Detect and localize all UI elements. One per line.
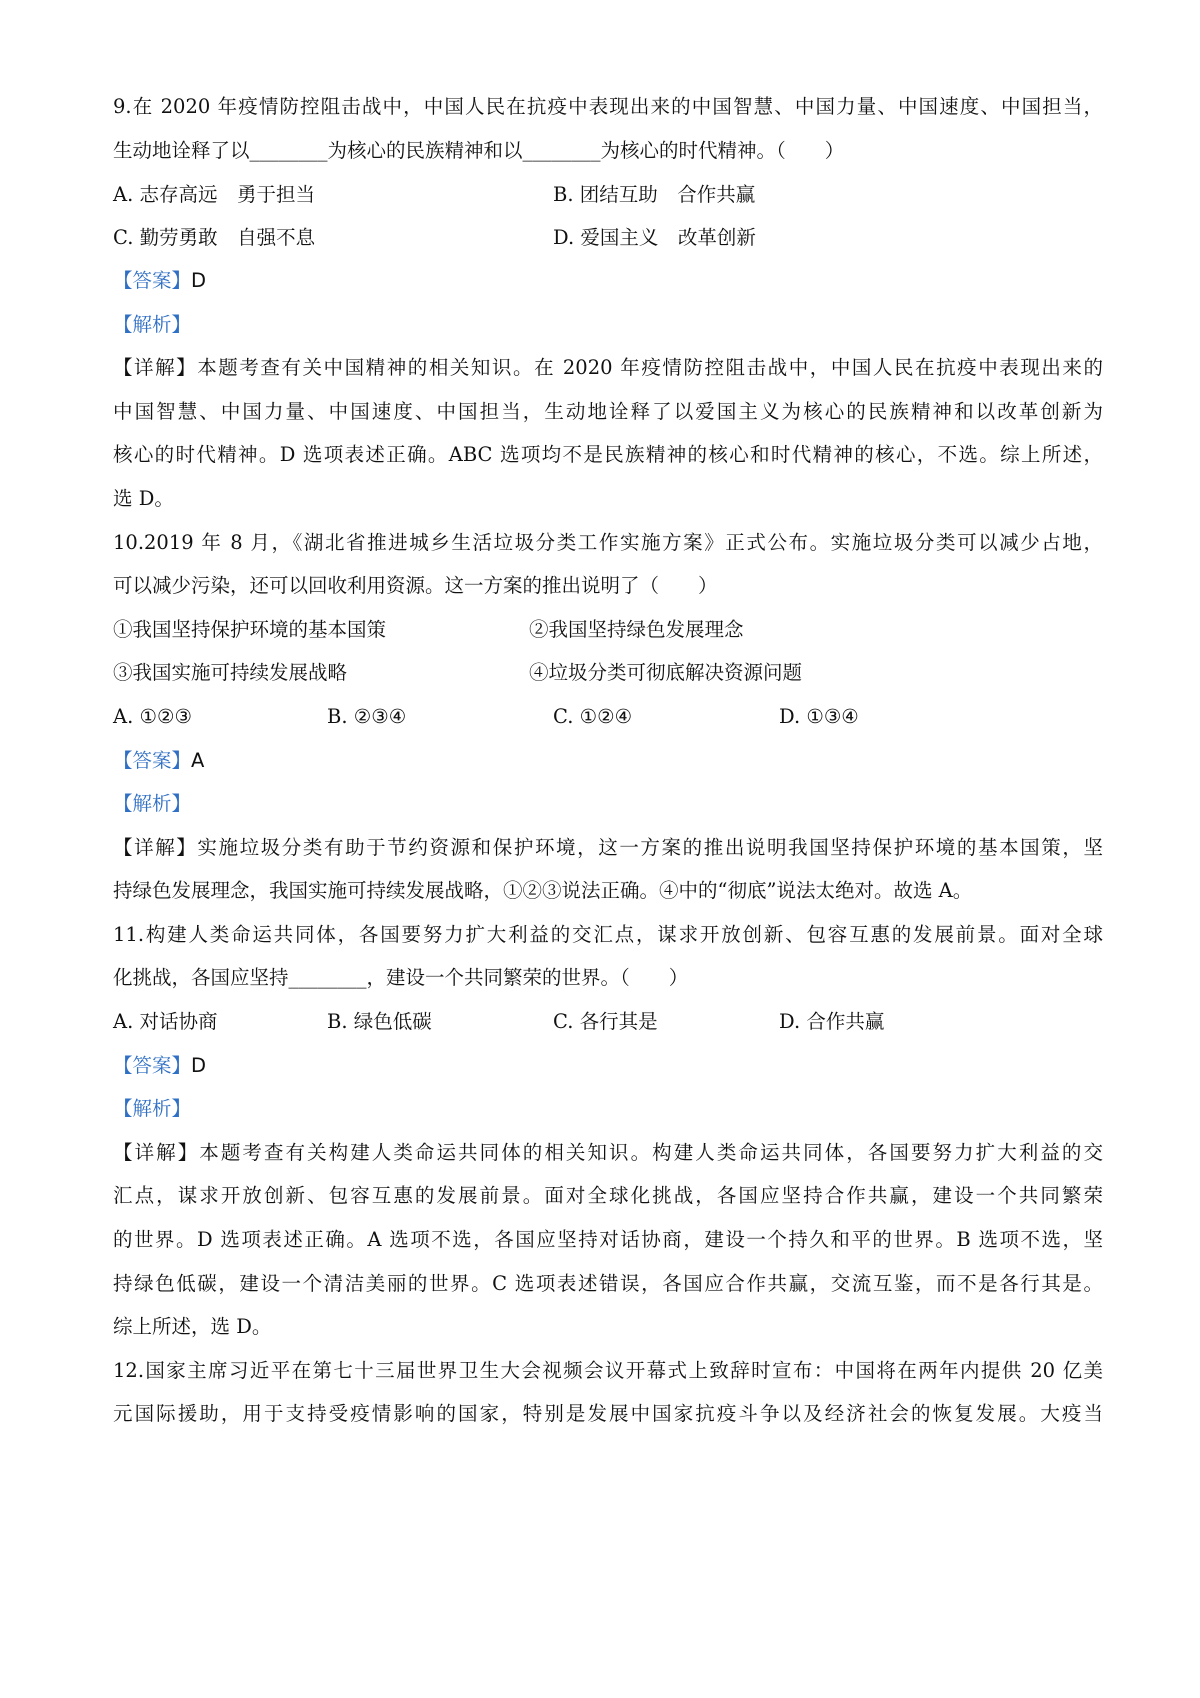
q10-option-c: C. ①②④ [553, 705, 633, 728]
q9-options-row-1 [113, 180, 1103, 210]
q9-detail-line-1 [113, 353, 1103, 383]
q11-detail-line-5: 综上所述，选 D。 [113, 1315, 272, 1338]
detail-text: 实施垃圾分类有助于节约资源和保护环境，这一方案的推出说明我国坚持保护环境的基本国策，坚 [197, 836, 1103, 859]
analysis-tag: 【解析】 [113, 313, 192, 336]
q10-answer [113, 746, 1103, 776]
q10-statements-row-2 [113, 658, 1103, 688]
q9-option-b: B. 团结互助 合作共赢 [553, 183, 756, 206]
q10-stem-line-1: 10.2019 年 8 月，《湖北省推进城乡生活垃圾分类工作实施方案》正式公布。实施垃圾分类可以减少占地， [113, 531, 1103, 554]
answer-value: A [191, 749, 205, 772]
q11-option-c: C. 各行其是 [553, 1010, 658, 1033]
q11-option-a: A. 对话协商 [113, 1010, 218, 1033]
q10-detail-line-1 [113, 833, 1103, 863]
q9-answer [113, 266, 1103, 296]
q11-detail-line-2: 汇点，谋求开放创新、包容互惠的发展前景。面对全球化挑战，各国应坚持合作共赢，建设一个共同繁荣 [113, 1184, 1103, 1207]
q11-option-b: B. 绿色低碳 [327, 1010, 432, 1033]
q11-analysis-heading [113, 1094, 1103, 1124]
q11-stem-line-2: 化挑战，各国应坚持________，建设一个共同繁荣的世界。（ ） [113, 966, 689, 989]
q11-detail-line-4: 持绿色低碳，建设一个清洁美丽的世界。C 选项表述错误，各国应合作共赢，交流互鉴，而不是各行其是。 [113, 1272, 1103, 1295]
q12-stem-line-1: 12.国家主席习近平在第七十三届世界卫生大会视频会议开幕式上致辞时宣布：中国将在两年内提供 20 亿美 [113, 1359, 1103, 1382]
q9-detail-line-3: 核心的时代精神。D 选项表述正确。ABC 选项均不是民族精神的核心和时代精神的核心，不选。综上所述， [113, 443, 1103, 466]
q11-detail-line-3: 的世界。D 选项表述正确。A 选项不选，各国应坚持对话协商，建设一个持久和平的世界。B 选项不选，坚 [113, 1228, 1103, 1251]
q10-statement-1: ①我国坚持保护环境的基本国策 [113, 618, 387, 641]
answer-tag: 【答案】 [113, 1054, 192, 1077]
detail-text: 本题考查有关中国精神的相关知识。在 2020 年疫情防控阻击战中，中国人民在抗疫中表现出来的 [197, 356, 1103, 379]
q11-options-row [113, 1007, 1103, 1037]
answer-tag: 【答案】 [113, 269, 192, 292]
detail-tag: 【详解】 [113, 836, 198, 859]
q10-stem-line-2: 可以减少污染，还可以回收利用资源。这一方案的推出说明了（ ） [113, 574, 718, 597]
q9-detail-line-4: 选 D。 [113, 487, 174, 510]
q9-option-c: C. 勤劳勇敢 自强不息 [113, 226, 316, 249]
q9-analysis-heading [113, 310, 1103, 340]
q10-statement-4: ④垃圾分类可彻底解决资源问题 [529, 661, 803, 684]
analysis-tag: 【解析】 [113, 1097, 192, 1120]
detail-text: 本题考查有关构建人类命运共同体的相关知识。构建人类命运共同体，各国要努力扩大利益的交 [199, 1141, 1103, 1164]
q11-answer [113, 1051, 1103, 1081]
q12-stem-line-2: 元国际援助，用于支持受疫情影响的国家，特别是发展中国家抗疫斗争以及经济社会的恢复发展。大疫当 [113, 1402, 1103, 1425]
q11-stem-line-1: 11.构建人类命运共同体，各国要努力扩大利益的交汇点，谋求开放创新、包容互惠的发展前景。面对全球 [113, 923, 1103, 946]
analysis-tag: 【解析】 [113, 792, 192, 815]
q10-analysis-heading [113, 789, 1103, 819]
q10-option-d: D. ①③④ [779, 705, 859, 728]
q9-stem-line-2: 生动地诠释了以________为核心的民族精神和以________为核心的时代精神。（ ） [113, 139, 845, 162]
q11-detail-line-1 [113, 1138, 1103, 1168]
q9-stem-line-1: 9.在 2020 年疫情防控阻击战中，中国人民在抗疫中表现出来的中国智慧、中国力量、中国速度、中国担当， [113, 95, 1103, 118]
q10-statements-row-1 [113, 615, 1103, 645]
q10-option-b: B. ②③④ [327, 705, 407, 728]
q9-option-d: D. 爱国主义 改革创新 [553, 226, 756, 249]
q9-option-a: A. 志存高远 勇于担当 [113, 183, 315, 206]
q10-statement-2: ②我国坚持绿色发展理念 [529, 618, 744, 641]
q11-option-d: D. 合作共赢 [779, 1010, 885, 1033]
detail-tag: 【详解】 [113, 356, 198, 379]
q9-options-row-2 [113, 223, 1103, 253]
q10-detail-line-2: 持绿色发展理念，我国实施可持续发展战略，①②③说法正确。④中的“彻底”说法太绝对。故选 A。 [113, 879, 973, 902]
q10-options-row [113, 702, 1103, 732]
answer-tag: 【答案】 [113, 749, 192, 772]
q9-detail-line-2: 中国智慧、中国力量、中国速度、中国担当，生动地诠释了以爱国主义为核心的民族精神和以改革创新为 [113, 400, 1103, 423]
detail-tag: 【详解】 [113, 1141, 200, 1164]
answer-value: D [191, 269, 207, 292]
q10-option-a: A. ①②③ [113, 705, 192, 728]
answer-value: D [191, 1054, 207, 1077]
q10-statement-3: ③我国实施可持续发展战略 [113, 661, 348, 684]
